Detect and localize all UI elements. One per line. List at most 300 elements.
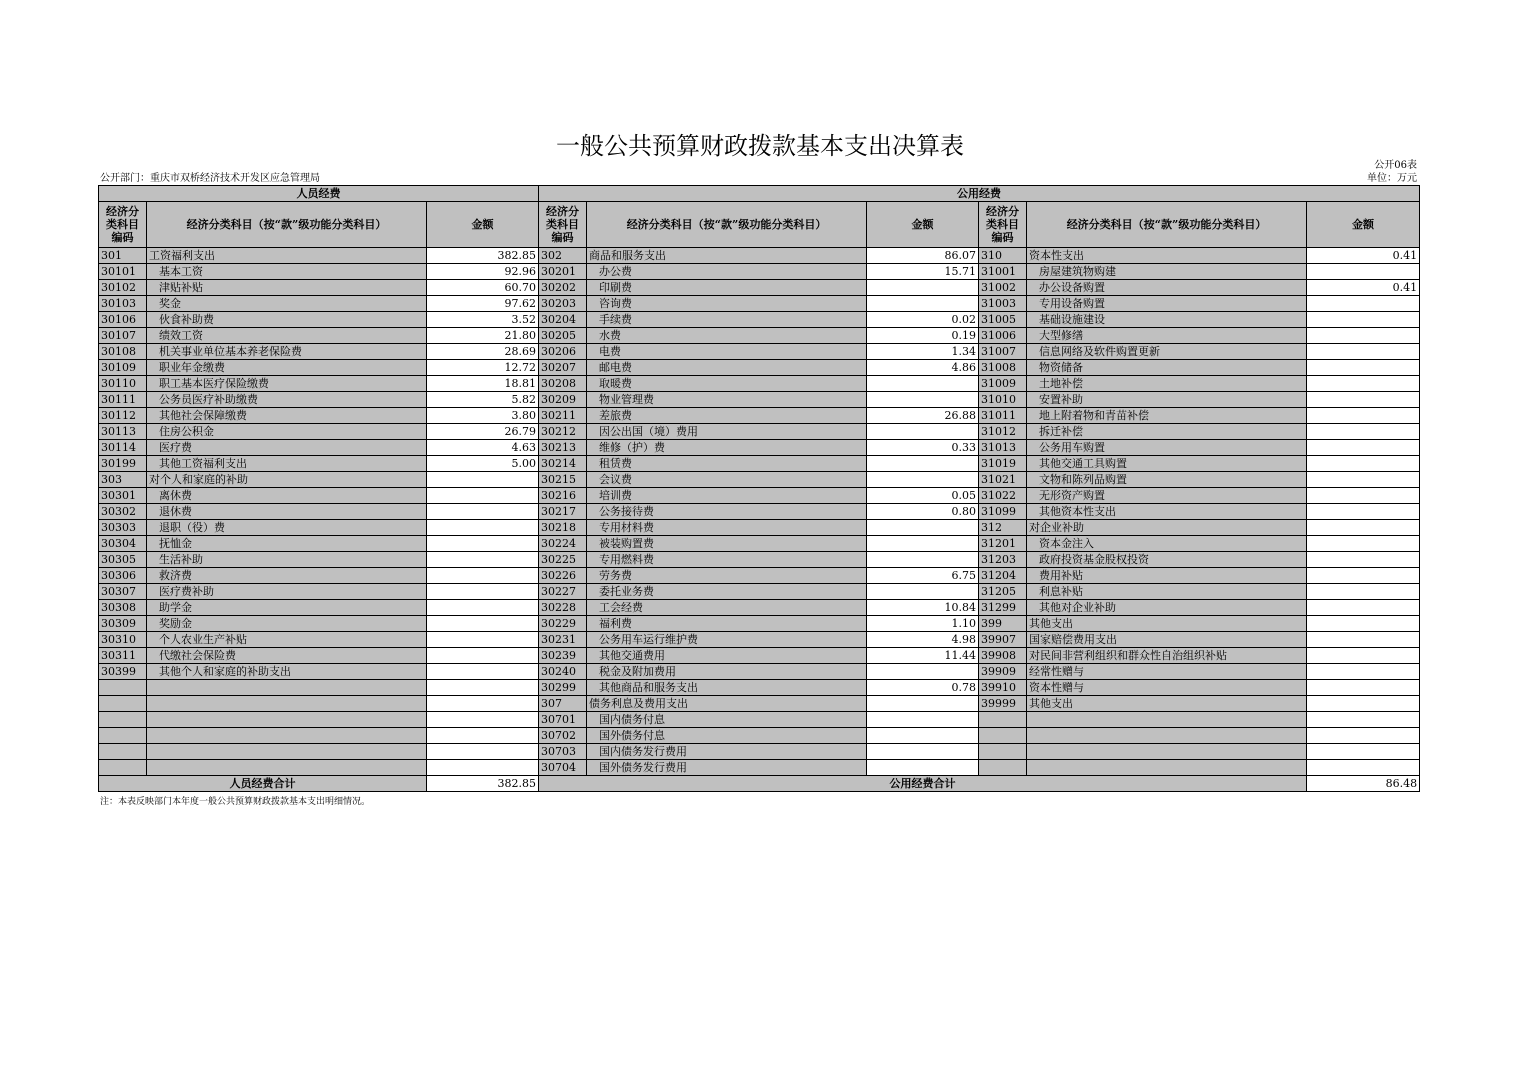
table-row (99, 440, 1420, 456)
name-cell (1027, 744, 1307, 760)
code-cell (979, 744, 1027, 760)
code-cell: 39999 (979, 696, 1027, 712)
amount-cell (1307, 360, 1420, 376)
name-cell: 其他支出 (1027, 696, 1307, 712)
name-cell: 费用补贴 (1027, 568, 1307, 584)
name-cell: 救济费 (147, 568, 427, 584)
amount-cell (1307, 696, 1420, 712)
amount-cell (1307, 648, 1420, 664)
code-cell: 302 (539, 248, 587, 264)
name-cell: 公务接待费 (587, 504, 867, 520)
table-row (99, 600, 1420, 616)
name-cell: 印刷费 (587, 280, 867, 296)
code-cell: 30701 (539, 712, 587, 728)
code-cell: 30303 (99, 520, 147, 536)
name-cell: 对民间非营利组织和群众性自治组织补贴 (1027, 648, 1307, 664)
amount-cell: 92.96 (427, 264, 539, 280)
amount-cell (427, 712, 539, 728)
name-cell: 其他资本性支出 (1027, 504, 1307, 520)
name-cell: 房屋建筑物购建 (1027, 264, 1307, 280)
amount-cell (1307, 312, 1420, 328)
table-row (99, 424, 1420, 440)
amount-cell (1307, 728, 1420, 744)
name-cell: 商品和服务支出 (587, 248, 867, 264)
name-cell: 电费 (587, 344, 867, 360)
code-cell: 30702 (539, 728, 587, 744)
amount-cell (867, 536, 979, 552)
code-cell: 30209 (539, 392, 587, 408)
name-cell: 专用燃料费 (587, 552, 867, 568)
name-cell: 政府投资基金股权投资 (1027, 552, 1307, 568)
code-cell: 31009 (979, 376, 1027, 392)
amount-cell: 86.07 (867, 248, 979, 264)
code-cell: 30203 (539, 296, 587, 312)
name-cell: 公务员医疗补助缴费 (147, 392, 427, 408)
amount-cell (867, 472, 979, 488)
name-cell: 代缴社会保险费 (147, 648, 427, 664)
amount-cell: 0.33 (867, 440, 979, 456)
amount-cell: 15.71 (867, 264, 979, 280)
code-cell (99, 680, 147, 696)
code-cell: 30299 (539, 680, 587, 696)
code-cell: 30229 (539, 616, 587, 632)
code-cell: 31001 (979, 264, 1027, 280)
name-cell: 医疗费补助 (147, 584, 427, 600)
code-cell: 30111 (99, 392, 147, 408)
name-cell: 个人农业生产补贴 (147, 632, 427, 648)
budget-table (98, 185, 1420, 792)
amount-cell (1307, 392, 1420, 408)
amount-cell (1307, 536, 1420, 552)
amount-cell (427, 696, 539, 712)
amount-cell (867, 696, 979, 712)
name-cell: 退职（役）费 (147, 520, 427, 536)
amount-cell (867, 520, 979, 536)
code-cell: 30211 (539, 408, 587, 424)
amount-cell (1307, 424, 1420, 440)
amount-cell (1307, 552, 1420, 568)
table-row (99, 376, 1420, 392)
code-cell: 31002 (979, 280, 1027, 296)
table-row (99, 664, 1420, 680)
amount-cell: 18.81 (427, 376, 539, 392)
table-row (99, 504, 1420, 520)
code-cell: 31010 (979, 392, 1027, 408)
code-cell: 31013 (979, 440, 1027, 456)
amount-cell (427, 744, 539, 760)
code-cell: 30227 (539, 584, 587, 600)
table-row (99, 568, 1420, 584)
table-row (99, 552, 1420, 568)
code-cell: 30231 (539, 632, 587, 648)
code-cell (99, 728, 147, 744)
code-cell: 31011 (979, 408, 1027, 424)
code-cell: 30208 (539, 376, 587, 392)
amount-cell (1307, 568, 1420, 584)
amount-cell (1307, 472, 1420, 488)
name-cell: 会议费 (587, 472, 867, 488)
name-cell (1027, 712, 1307, 728)
amount-cell: 382.85 (427, 248, 539, 264)
name-cell (147, 760, 427, 776)
amount-cell (867, 424, 979, 440)
form-code: 公开06表 (1374, 160, 1417, 171)
code-cell: 31021 (979, 472, 1027, 488)
name-cell (1027, 728, 1307, 744)
code-cell: 307 (539, 696, 587, 712)
code-cell: 30113 (99, 424, 147, 440)
footnote: 注：本表反映部门本年度一般公共预算财政拨款基本支出明细情况。 (100, 797, 371, 807)
amount-cell (427, 520, 539, 536)
public-total-label: 公用经费合计 (539, 776, 1307, 792)
code-cell: 30239 (539, 648, 587, 664)
table-row (99, 456, 1420, 472)
name-cell: 职业年金缴费 (147, 360, 427, 376)
name-cell: 公务用车运行维护费 (587, 632, 867, 648)
amount-cell (1307, 712, 1420, 728)
code-cell: 39908 (979, 648, 1027, 664)
name-cell: 其他交通工具购置 (1027, 456, 1307, 472)
name-cell: 文物和陈列品购置 (1027, 472, 1307, 488)
name-cell: 债务利息及费用支出 (587, 696, 867, 712)
amount-cell (427, 472, 539, 488)
code-cell: 31203 (979, 552, 1027, 568)
code-cell: 31204 (979, 568, 1027, 584)
amount-cell: 4.86 (867, 360, 979, 376)
code-cell: 31012 (979, 424, 1027, 440)
code-cell: 39907 (979, 632, 1027, 648)
code-cell: 30301 (99, 488, 147, 504)
table-row (99, 648, 1420, 664)
amount-cell (1307, 584, 1420, 600)
code-cell: 30110 (99, 376, 147, 392)
name-cell: 被装购置费 (587, 536, 867, 552)
table-row (99, 744, 1420, 760)
amount-cell: 0.41 (1307, 280, 1420, 296)
amount-cell (1307, 456, 1420, 472)
code-cell: 30202 (539, 280, 587, 296)
code-cell: 30225 (539, 552, 587, 568)
code-cell: 31005 (979, 312, 1027, 328)
amount-cell (867, 280, 979, 296)
code-cell: 30102 (99, 280, 147, 296)
code-cell: 30309 (99, 616, 147, 632)
table-row (99, 472, 1420, 488)
name-cell: 手续费 (587, 312, 867, 328)
amount-cell (1307, 760, 1420, 776)
name-cell: 国内债务付息 (587, 712, 867, 728)
amount-cell (867, 392, 979, 408)
name-cell: 专用设备购置 (1027, 296, 1307, 312)
table-row (99, 264, 1420, 280)
table-row (99, 616, 1420, 632)
code-cell: 30212 (539, 424, 587, 440)
table-row (99, 392, 1420, 408)
name-cell: 租赁费 (587, 456, 867, 472)
name-cell: 其他对企业补助 (1027, 600, 1307, 616)
amount-cell (427, 504, 539, 520)
code-cell: 30108 (99, 344, 147, 360)
name-cell: 对个人和家庭的补助 (147, 472, 427, 488)
code-cell: 30109 (99, 360, 147, 376)
amount-cell (427, 552, 539, 568)
amount-cell (427, 632, 539, 648)
name-cell: 办公设备购置 (1027, 280, 1307, 296)
amount-cell (1307, 488, 1420, 504)
table-row (99, 280, 1420, 296)
code-cell (99, 696, 147, 712)
name-cell: 医疗费 (147, 440, 427, 456)
name-cell (147, 696, 427, 712)
amount-cell: 0.80 (867, 504, 979, 520)
code-cell: 31022 (979, 488, 1027, 504)
name-cell (147, 728, 427, 744)
amount-cell (1307, 600, 1420, 616)
amount-cell (867, 456, 979, 472)
name-cell: 国内债务发行费用 (587, 744, 867, 760)
code-cell: 30308 (99, 600, 147, 616)
amount-cell (1307, 408, 1420, 424)
code-cell: 30103 (99, 296, 147, 312)
code-cell: 30226 (539, 568, 587, 584)
department-label: 公开部门：重庆市双桥经济技术开发区应急管理局 (100, 173, 320, 184)
table-row (99, 760, 1420, 776)
code-cell: 30204 (539, 312, 587, 328)
code-cell: 30199 (99, 456, 147, 472)
name-cell: 离休费 (147, 488, 427, 504)
amount-cell: 0.02 (867, 312, 979, 328)
table-row (99, 296, 1420, 312)
name-cell: 办公费 (587, 264, 867, 280)
table-row (99, 488, 1420, 504)
amount-cell (867, 728, 979, 744)
name-cell: 资本金注入 (1027, 536, 1307, 552)
amount-cell: 0.05 (867, 488, 979, 504)
name-cell: 其他工资福利支出 (147, 456, 427, 472)
amount-cell (1307, 632, 1420, 648)
header-name: 经济分类科目（按“款”级功能分类科目） (587, 202, 867, 248)
table-row (99, 712, 1420, 728)
code-cell: 312 (979, 520, 1027, 536)
name-cell: 邮电费 (587, 360, 867, 376)
unit-label: 单位：万元 (1367, 173, 1417, 184)
amount-cell (1307, 440, 1420, 456)
name-cell: 维修（护）费 (587, 440, 867, 456)
amount-cell: 4.63 (427, 440, 539, 456)
code-cell: 39910 (979, 680, 1027, 696)
amount-cell (867, 296, 979, 312)
table-row (99, 520, 1420, 536)
table-row (99, 248, 1420, 264)
amount-cell (427, 728, 539, 744)
amount-cell (1307, 264, 1420, 280)
section-personnel: 人员经费 (99, 186, 539, 202)
amount-cell: 12.72 (427, 360, 539, 376)
name-cell: 经常性赠与 (1027, 664, 1307, 680)
code-cell: 30311 (99, 648, 147, 664)
code-cell: 31205 (979, 584, 1027, 600)
code-cell: 30106 (99, 312, 147, 328)
amount-cell (1307, 680, 1420, 696)
amount-cell: 6.75 (867, 568, 979, 584)
amount-cell (1307, 296, 1420, 312)
name-cell: 大型修缮 (1027, 328, 1307, 344)
amount-cell (427, 664, 539, 680)
name-cell: 工资福利支出 (147, 248, 427, 264)
amount-cell: 0.78 (867, 680, 979, 696)
amount-cell: 1.34 (867, 344, 979, 360)
name-cell: 差旅费 (587, 408, 867, 424)
code-cell: 30213 (539, 440, 587, 456)
code-cell: 30704 (539, 760, 587, 776)
name-cell: 对企业补助 (1027, 520, 1307, 536)
code-cell: 30206 (539, 344, 587, 360)
name-cell: 资本性支出 (1027, 248, 1307, 264)
table-row (99, 584, 1420, 600)
name-cell: 物资储备 (1027, 360, 1307, 376)
name-cell: 退休费 (147, 504, 427, 520)
amount-cell (867, 760, 979, 776)
code-cell: 31299 (979, 600, 1027, 616)
page-title: 一般公共预算财政拨款基本支出决算表 (556, 132, 964, 160)
amount-cell (867, 552, 979, 568)
amount-cell (1307, 376, 1420, 392)
totals-row (99, 776, 1420, 792)
name-cell: 专用材料费 (587, 520, 867, 536)
amount-cell: 5.82 (427, 392, 539, 408)
table-row (99, 344, 1420, 360)
amount-cell: 26.79 (427, 424, 539, 440)
name-cell: 奖金 (147, 296, 427, 312)
code-cell: 30215 (539, 472, 587, 488)
header-name: 经济分类科目（按“款”级功能分类科目） (1027, 202, 1307, 248)
name-cell: 税金及附加费用 (587, 664, 867, 680)
name-cell: 基本工资 (147, 264, 427, 280)
code-cell: 30107 (99, 328, 147, 344)
public-total-amount: 86.48 (1307, 776, 1420, 792)
code-cell: 30703 (539, 744, 587, 760)
amount-cell (427, 600, 539, 616)
amount-cell (427, 616, 539, 632)
code-cell: 39909 (979, 664, 1027, 680)
code-cell: 30112 (99, 408, 147, 424)
code-cell: 30310 (99, 632, 147, 648)
name-cell: 安置补助 (1027, 392, 1307, 408)
table-row (99, 632, 1420, 648)
name-cell: 利息补贴 (1027, 584, 1307, 600)
code-cell (99, 760, 147, 776)
name-cell: 助学金 (147, 600, 427, 616)
table-row (99, 408, 1420, 424)
header-code: 经济分类科目编码 (979, 202, 1027, 248)
table-row (99, 536, 1420, 552)
code-cell: 30216 (539, 488, 587, 504)
amount-cell (1307, 744, 1420, 760)
code-cell: 30207 (539, 360, 587, 376)
personnel-total-amount: 382.85 (427, 776, 539, 792)
personnel-total-label: 人员经费合计 (99, 776, 427, 792)
code-cell: 30224 (539, 536, 587, 552)
code-cell: 31019 (979, 456, 1027, 472)
name-cell: 其他个人和家庭的补助支出 (147, 664, 427, 680)
amount-cell (427, 568, 539, 584)
name-cell: 生活补助 (147, 552, 427, 568)
amount-cell: 5.00 (427, 456, 539, 472)
table-row (99, 696, 1420, 712)
name-cell: 国家赔偿费用支出 (1027, 632, 1307, 648)
code-cell: 30201 (539, 264, 587, 280)
header-amount: 金额 (1307, 202, 1420, 248)
code-cell: 30114 (99, 440, 147, 456)
name-cell: 其他商品和服务支出 (587, 680, 867, 696)
amount-cell: 4.98 (867, 632, 979, 648)
code-cell: 31008 (979, 360, 1027, 376)
amount-cell: 3.80 (427, 408, 539, 424)
amount-cell: 1.10 (867, 616, 979, 632)
code-cell: 31099 (979, 504, 1027, 520)
amount-cell (1307, 328, 1420, 344)
name-cell: 其他支出 (1027, 616, 1307, 632)
amount-cell (427, 648, 539, 664)
name-cell: 绩效工资 (147, 328, 427, 344)
name-cell: 职工基本医疗保险缴费 (147, 376, 427, 392)
table-row (99, 728, 1420, 744)
amount-cell (1307, 664, 1420, 680)
name-cell: 津贴补贴 (147, 280, 427, 296)
name-cell: 工会经费 (587, 600, 867, 616)
name-cell: 公务用车购置 (1027, 440, 1307, 456)
amount-cell: 11.44 (867, 648, 979, 664)
name-cell: 信息网络及软件购置更新 (1027, 344, 1307, 360)
amount-cell (867, 376, 979, 392)
name-cell: 土地补偿 (1027, 376, 1307, 392)
amount-cell (427, 536, 539, 552)
amount-cell (867, 744, 979, 760)
table-row (99, 312, 1420, 328)
code-cell: 30304 (99, 536, 147, 552)
code-cell: 30218 (539, 520, 587, 536)
name-cell: 培训费 (587, 488, 867, 504)
name-cell: 拆迁补偿 (1027, 424, 1307, 440)
amount-cell (1307, 344, 1420, 360)
table-body (99, 248, 1420, 776)
code-cell: 30307 (99, 584, 147, 600)
amount-cell: 60.70 (427, 280, 539, 296)
amount-cell: 3.52 (427, 312, 539, 328)
name-cell: 取暖费 (587, 376, 867, 392)
name-cell: 因公出国（境）费用 (587, 424, 867, 440)
code-cell: 30306 (99, 568, 147, 584)
code-cell: 30217 (539, 504, 587, 520)
name-cell: 物业管理费 (587, 392, 867, 408)
code-cell: 30214 (539, 456, 587, 472)
name-cell: 其他社会保障缴费 (147, 408, 427, 424)
amount-cell (427, 584, 539, 600)
name-cell (1027, 760, 1307, 776)
amount-cell: 0.41 (1307, 248, 1420, 264)
amount-cell: 26.88 (867, 408, 979, 424)
amount-cell (1307, 504, 1420, 520)
amount-cell: 97.62 (427, 296, 539, 312)
name-cell (147, 744, 427, 760)
section-public: 公用经费 (539, 186, 1420, 202)
code-cell (99, 744, 147, 760)
name-cell: 水费 (587, 328, 867, 344)
table-row (99, 328, 1420, 344)
name-cell (147, 680, 427, 696)
code-cell: 30305 (99, 552, 147, 568)
code-cell (979, 760, 1027, 776)
